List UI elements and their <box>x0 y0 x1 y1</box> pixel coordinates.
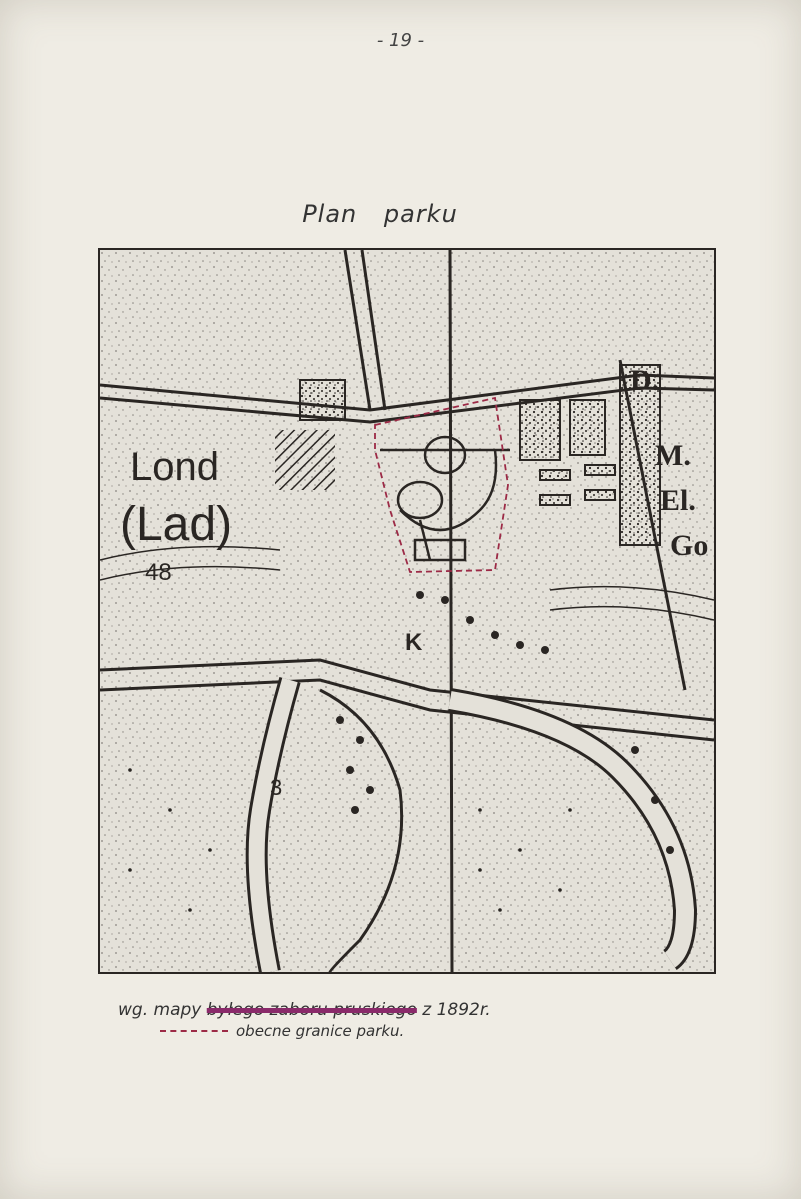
label-lond: Lond <box>130 445 219 489</box>
label-d: D. <box>630 364 660 397</box>
label-el: El. <box>660 484 696 517</box>
label-elevation: 48 <box>145 559 172 586</box>
label-m: M. <box>655 439 691 472</box>
label-k: K <box>405 629 423 656</box>
label-3: 3 <box>270 775 283 800</box>
legend <box>160 1022 404 1040</box>
page-number: - 19 - <box>376 30 425 51</box>
caption-struck-text: byłego zaboru pruskiego <box>206 1000 417 1020</box>
map-texture <box>100 250 714 972</box>
caption-prefix: wg. mapy <box>118 1000 202 1020</box>
map-drawing <box>100 250 714 972</box>
legend-text: obecne granice parku. <box>236 1022 405 1040</box>
hatched-block <box>275 430 335 490</box>
park-map <box>98 248 716 974</box>
page-title: Plan parku <box>302 200 458 228</box>
caption-source <box>118 1000 491 1020</box>
label-lad: (Lad) <box>120 498 233 551</box>
label-go: Go <box>670 529 709 562</box>
boundary-legend-icon <box>160 1030 228 1032</box>
caption-suffix: z 1892r. <box>422 1000 491 1020</box>
